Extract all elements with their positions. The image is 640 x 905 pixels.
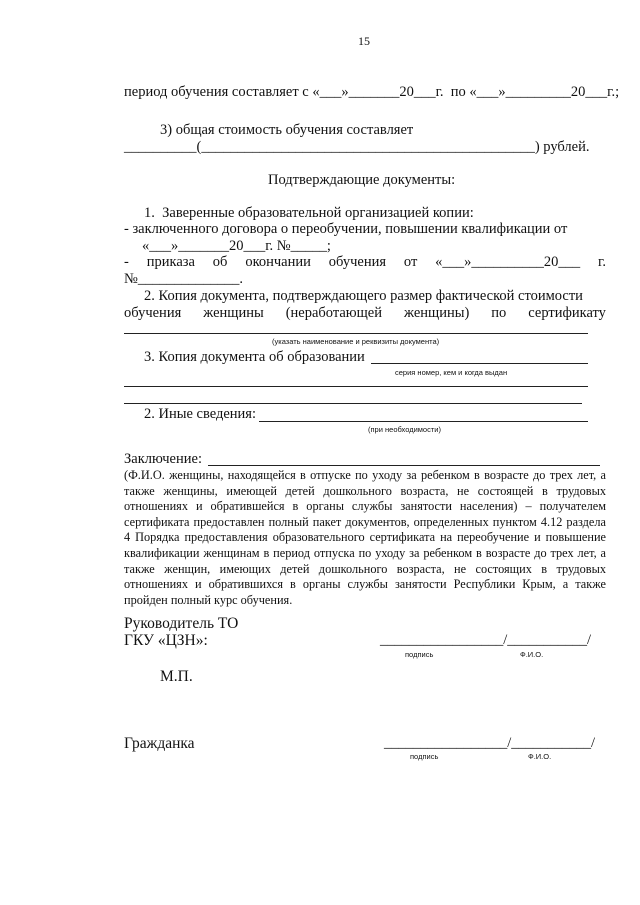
doc1-order-line — [124, 254, 606, 271]
cost-amount-line: __________(______________________________________________) рублей. — [124, 139, 590, 155]
order-word: окончании — [245, 254, 311, 270]
head-signature-caption: подпись — [405, 650, 434, 659]
head-fio-caption: Ф.И.О. — [520, 650, 544, 659]
conclusion-label: Заключение: — [124, 451, 202, 467]
order-word: приказа — [146, 254, 195, 270]
order-word: г. — [598, 254, 606, 270]
doc1-title: 1. Заверенные образовательной организацией копии: — [144, 205, 474, 221]
doc2-caption: (указать наименование и реквизиты документа) — [272, 337, 440, 346]
doc2-word: сертификату — [528, 305, 606, 321]
cost-title: 3) общая стоимость обучения составляет — [160, 122, 414, 138]
doc3-fill-line-2 — [124, 386, 588, 387]
doc3-line: 3. Копия документа об образовании — [144, 349, 365, 365]
citizen-label: Гражданка — [124, 735, 195, 752]
head-signature-line: _________________/___________/ — [380, 632, 592, 648]
doc2-line2 — [124, 305, 606, 322]
doc3-fill-line — [371, 363, 588, 364]
order-word: об — [212, 254, 228, 270]
doc4-caption: (при необходимости) — [368, 425, 441, 434]
order-word: «___»__________20___ — [435, 254, 581, 270]
doc1-contract-line: - заключенного договора о переобучении, повышении квалификации от — [124, 221, 568, 237]
doc2-fill-line — [124, 333, 588, 334]
doc4-line: 2. Иные сведения: — [144, 406, 257, 422]
doc2-line1: 2. Копия документа, подтверждающего размер фактической стоимости — [144, 288, 583, 304]
head-title-line2: ГКУ «ЦЗН»: — [124, 632, 208, 649]
citizen-signature-caption: подпись — [410, 752, 439, 761]
doc3-caption: серия номер, кем и когда выдан — [395, 368, 508, 377]
doc2-word: по — [491, 305, 507, 321]
order-word: обучения — [328, 254, 387, 270]
doc1-contract-date: «___»_______20___г. №_____; — [142, 238, 331, 254]
conclusion-fill-line — [208, 465, 600, 466]
doc1-order-number: №______________. — [124, 271, 243, 287]
doc2-word: (неработающей — [285, 305, 382, 321]
conclusion-text: (Ф.И.О. женщины, находящейся в отпуске по уходу за ребенком в возрасте до трех лет, а также женщины, имеющей детей дошкольного возраста, не состоящей в трудовых отношениях и обратившейся в органы службы занятости населения) – получателем сертификата предоставлен полный пакет документов, определенных пунктом 4.12 раздела 4 Порядка предоставления образовательного сертификата на переобучение и повышение квалификации женщинам в период отпуска по уходу за ребенком в возрасте до трех лет, а также женщин, имеющих детей дошкольного возраста, не состоящих в трудовых отношениях и обратившихся в органы службы занятости Республики Крым, а также пройден полный курс обучения. — [124, 468, 606, 607]
period-line: период обучения составляет с «___»_______20___г. по «___»_________20___г.; — [124, 84, 620, 100]
stamp-label: М.П. — [160, 668, 193, 685]
doc4-fill-line — [259, 421, 588, 422]
doc2-word: обучения — [124, 305, 182, 321]
page-number: 15 — [358, 34, 370, 48]
citizen-fio-caption: Ф.И.О. — [528, 752, 552, 761]
citizen-signature-line: _________________/___________/ — [384, 735, 596, 751]
doc2-word: женщины — [203, 305, 264, 321]
documents-heading: Подтверждающие документы: — [268, 172, 456, 188]
doc3-fill-line-3 — [124, 403, 582, 404]
head-title-line1: Руководитель ТО — [124, 615, 239, 632]
order-word: от — [403, 254, 418, 270]
doc2-word: женщины) — [404, 305, 470, 321]
order-word: - — [124, 254, 129, 270]
